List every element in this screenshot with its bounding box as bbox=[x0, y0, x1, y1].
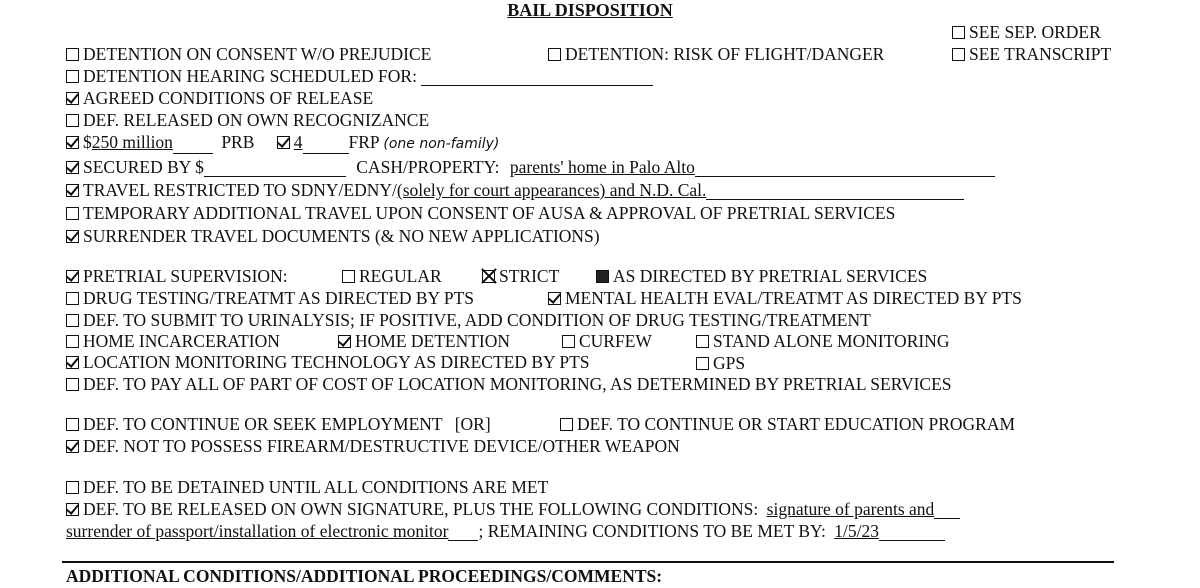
see-transcript-label: SEE TRANSCRIPT bbox=[969, 44, 1112, 64]
detention-risk-row bbox=[548, 44, 884, 64]
location-monitoring-row bbox=[66, 352, 590, 372]
bond-dollar-sign: $ bbox=[83, 132, 92, 152]
or-label: [OR] bbox=[454, 414, 491, 434]
home-detention-label: HOME DETENTION bbox=[355, 331, 511, 351]
firearm-row bbox=[66, 436, 680, 456]
urinalysis-label: DEF. TO SUBMIT TO URINALYSIS; IF POSITIVE, ADD CONDITION OF DRUG TESTING/TREATMENT bbox=[83, 310, 871, 330]
education-row bbox=[560, 414, 1015, 434]
secured-row bbox=[66, 157, 995, 177]
frp-count: 4 bbox=[293, 132, 303, 152]
detention-hearing-label: DETENTION HEARING SCHEDULED FOR: bbox=[83, 66, 417, 86]
education-checkbox[interactable] bbox=[560, 418, 573, 431]
travel-restricted-blank bbox=[706, 183, 964, 200]
drug-testing-label: DRUG TESTING/TREATMT AS DIRECTED BY PTS bbox=[83, 288, 475, 308]
detention-consent-label: DETENTION ON CONSENT W/O PREJUDICE bbox=[83, 44, 432, 64]
home-incarceration-row bbox=[66, 331, 280, 351]
urinalysis-checkbox[interactable] bbox=[66, 314, 79, 327]
temporary-travel-row bbox=[66, 203, 895, 223]
as-directed-checkbox[interactable] bbox=[596, 270, 609, 283]
frp-blank bbox=[303, 137, 349, 154]
travel-restricted-label: TRAVEL RESTRICTED TO SDNY/EDNY/ bbox=[83, 180, 397, 200]
prb-label: PRB bbox=[221, 132, 255, 152]
own-recognizance-checkbox[interactable] bbox=[66, 114, 79, 127]
temporary-travel-checkbox[interactable] bbox=[66, 207, 79, 220]
own-signature-row-2 bbox=[66, 521, 945, 541]
mental-health-row bbox=[548, 288, 1022, 308]
firearm-checkbox[interactable] bbox=[66, 440, 79, 453]
drug-testing-checkbox[interactable] bbox=[66, 292, 79, 305]
detention-consent-row bbox=[66, 44, 431, 64]
pay-cost-checkbox[interactable] bbox=[66, 378, 79, 391]
home-incarceration-label: HOME INCARCERATION bbox=[83, 331, 280, 351]
frp-handwritten-note: (one non-family) bbox=[383, 136, 500, 152]
secured-blank bbox=[204, 160, 346, 177]
stand-alone-row bbox=[696, 331, 949, 351]
cash-property-value: parents' home in Palo Alto bbox=[509, 157, 695, 177]
own-signature-row bbox=[66, 499, 960, 519]
cash-property-label: CASH/PROPERTY: bbox=[356, 157, 500, 177]
pretrial-supervision-row bbox=[66, 266, 288, 286]
detention-consent-checkbox[interactable] bbox=[66, 48, 79, 61]
home-incarceration-checkbox[interactable] bbox=[66, 335, 79, 348]
travel-restricted-value: (solely for court appearances) and N.D. Cal. bbox=[396, 180, 707, 200]
stand-alone-label: STAND ALONE MONITORING bbox=[713, 331, 950, 351]
curfew-checkbox[interactable] bbox=[562, 335, 575, 348]
surrender-docs-checkbox[interactable] bbox=[66, 230, 79, 243]
cash-property-blank bbox=[695, 160, 995, 177]
surrender-docs-label: SURRENDER TRAVEL DOCUMENTS (& NO NEW APPLICATIONS) bbox=[83, 226, 600, 246]
see-transcript-row bbox=[952, 44, 1111, 64]
mental-health-checkbox[interactable] bbox=[548, 292, 561, 305]
agreed-conditions-row bbox=[66, 88, 373, 108]
additional-conditions-heading: ADDITIONAL CONDITIONS/ADDITIONAL PROCEEDINGS/COMMENTS: bbox=[66, 566, 663, 586]
drug-testing-row bbox=[66, 288, 474, 308]
curfew-label: CURFEW bbox=[579, 331, 652, 351]
regular-row bbox=[342, 266, 442, 286]
detention-hearing-blank[interactable] bbox=[421, 69, 653, 86]
employment-label: DEF. TO CONTINUE OR SEEK EMPLOYMENT bbox=[83, 414, 443, 434]
employment-row bbox=[66, 414, 491, 434]
agreed-conditions-label: AGREED CONDITIONS OF RELEASE bbox=[83, 88, 374, 108]
secured-checkbox[interactable] bbox=[66, 161, 79, 174]
frp-label: FRP bbox=[348, 132, 380, 152]
employment-checkbox[interactable] bbox=[66, 418, 79, 431]
home-detention-checkbox[interactable] bbox=[338, 335, 351, 348]
regular-label: REGULAR bbox=[359, 266, 442, 286]
own-recognizance-row bbox=[66, 110, 429, 130]
detained-until-row bbox=[66, 477, 548, 497]
gps-row bbox=[696, 353, 745, 373]
see-sep-order-row bbox=[952, 22, 1101, 42]
urinalysis-row bbox=[66, 310, 871, 330]
remaining-conditions-date: 1/5/23 bbox=[834, 521, 880, 541]
own-signature-label: DEF. TO BE RELEASED ON OWN SIGNATURE, PLUS THE FOLLOWING CONDITIONS: bbox=[83, 499, 759, 519]
own-signature-value-2: surrender of passport/installation of electronic monitor bbox=[66, 521, 449, 541]
agreed-conditions-checkbox[interactable] bbox=[66, 92, 79, 105]
pretrial-supervision-label: PRETRIAL SUPERVISION: bbox=[83, 266, 288, 286]
curfew-row bbox=[562, 331, 652, 351]
own-recognizance-label: DEF. RELEASED ON OWN RECOGNIZANCE bbox=[83, 110, 430, 130]
gps-checkbox[interactable] bbox=[696, 357, 709, 370]
see-sep-order-label: SEE SEP. ORDER bbox=[969, 22, 1101, 42]
detained-until-label: DEF. TO BE DETAINED UNTIL ALL CONDITIONS ARE MET bbox=[83, 477, 549, 497]
pay-cost-row bbox=[66, 374, 952, 394]
bond-checkbox[interactable] bbox=[66, 136, 79, 149]
detention-risk-checkbox[interactable] bbox=[548, 48, 561, 61]
own-signature-checkbox[interactable] bbox=[66, 503, 79, 516]
strict-checkbox[interactable] bbox=[482, 270, 495, 283]
remaining-date-blank bbox=[879, 524, 945, 541]
strict-row bbox=[482, 266, 559, 286]
detention-risk-label: DETENTION: RISK OF FLIGHT/DANGER bbox=[565, 44, 885, 64]
location-monitoring-checkbox[interactable] bbox=[66, 356, 79, 369]
detention-hearing-checkbox[interactable] bbox=[66, 70, 79, 83]
bond-amount: 250 million bbox=[91, 132, 173, 152]
own-signature-value-1: signature of parents and bbox=[766, 499, 935, 519]
secured-by-label: SECURED BY $ bbox=[83, 157, 204, 177]
section-divider bbox=[62, 561, 1114, 563]
surrender-docs-row bbox=[66, 226, 600, 246]
firearm-label: DEF. NOT TO POSSESS FIREARM/DESTRUCTIVE DEVICE/OTHER WEAPON bbox=[83, 436, 680, 456]
detained-until-checkbox[interactable] bbox=[66, 481, 79, 494]
see-transcript-checkbox[interactable] bbox=[952, 48, 965, 61]
strict-label: STRICT bbox=[499, 266, 560, 286]
regular-checkbox[interactable] bbox=[342, 270, 355, 283]
own-signature-blank-1 bbox=[934, 502, 960, 519]
location-monitoring-label: LOCATION MONITORING TECHNOLOGY AS DIRECTED BY PTS bbox=[83, 352, 590, 372]
bond-blank bbox=[173, 137, 213, 154]
travel-restricted-row bbox=[66, 180, 964, 200]
mental-health-label: MENTAL HEALTH EVAL/TREATMT AS DIRECTED BY PTS bbox=[565, 288, 1022, 308]
own-signature-blank-2 bbox=[448, 524, 478, 541]
see-sep-order-checkbox[interactable] bbox=[952, 26, 965, 39]
home-detention-row bbox=[338, 331, 510, 351]
stand-alone-checkbox[interactable] bbox=[696, 335, 709, 348]
education-label: DEF. TO CONTINUE OR START EDUCATION PROGRAM bbox=[577, 414, 1016, 434]
as-directed-row bbox=[596, 266, 927, 286]
form-title: BAIL DISPOSITION bbox=[507, 0, 673, 20]
frp-checkbox[interactable] bbox=[277, 136, 290, 149]
gps-label: GPS bbox=[713, 353, 746, 373]
as-directed-label: AS DIRECTED BY PRETRIAL SERVICES bbox=[613, 266, 928, 286]
pay-cost-label: DEF. TO PAY ALL OF PART OF COST OF LOCATION MONITORING, AS DETERMINED BY PRETRIAL SERVICES bbox=[83, 374, 952, 394]
temporary-travel-label: TEMPORARY ADDITIONAL TRAVEL UPON CONSENT OF AUSA & APPROVAL OF PRETRIAL SERVICES bbox=[83, 203, 896, 223]
detention-hearing-row bbox=[66, 66, 653, 86]
pretrial-supervision-checkbox[interactable] bbox=[66, 270, 79, 283]
travel-restricted-checkbox[interactable] bbox=[66, 184, 79, 197]
bond-row bbox=[66, 132, 499, 154]
remaining-conditions-label: ; REMAINING CONDITIONS TO BE MET BY: bbox=[478, 521, 826, 541]
